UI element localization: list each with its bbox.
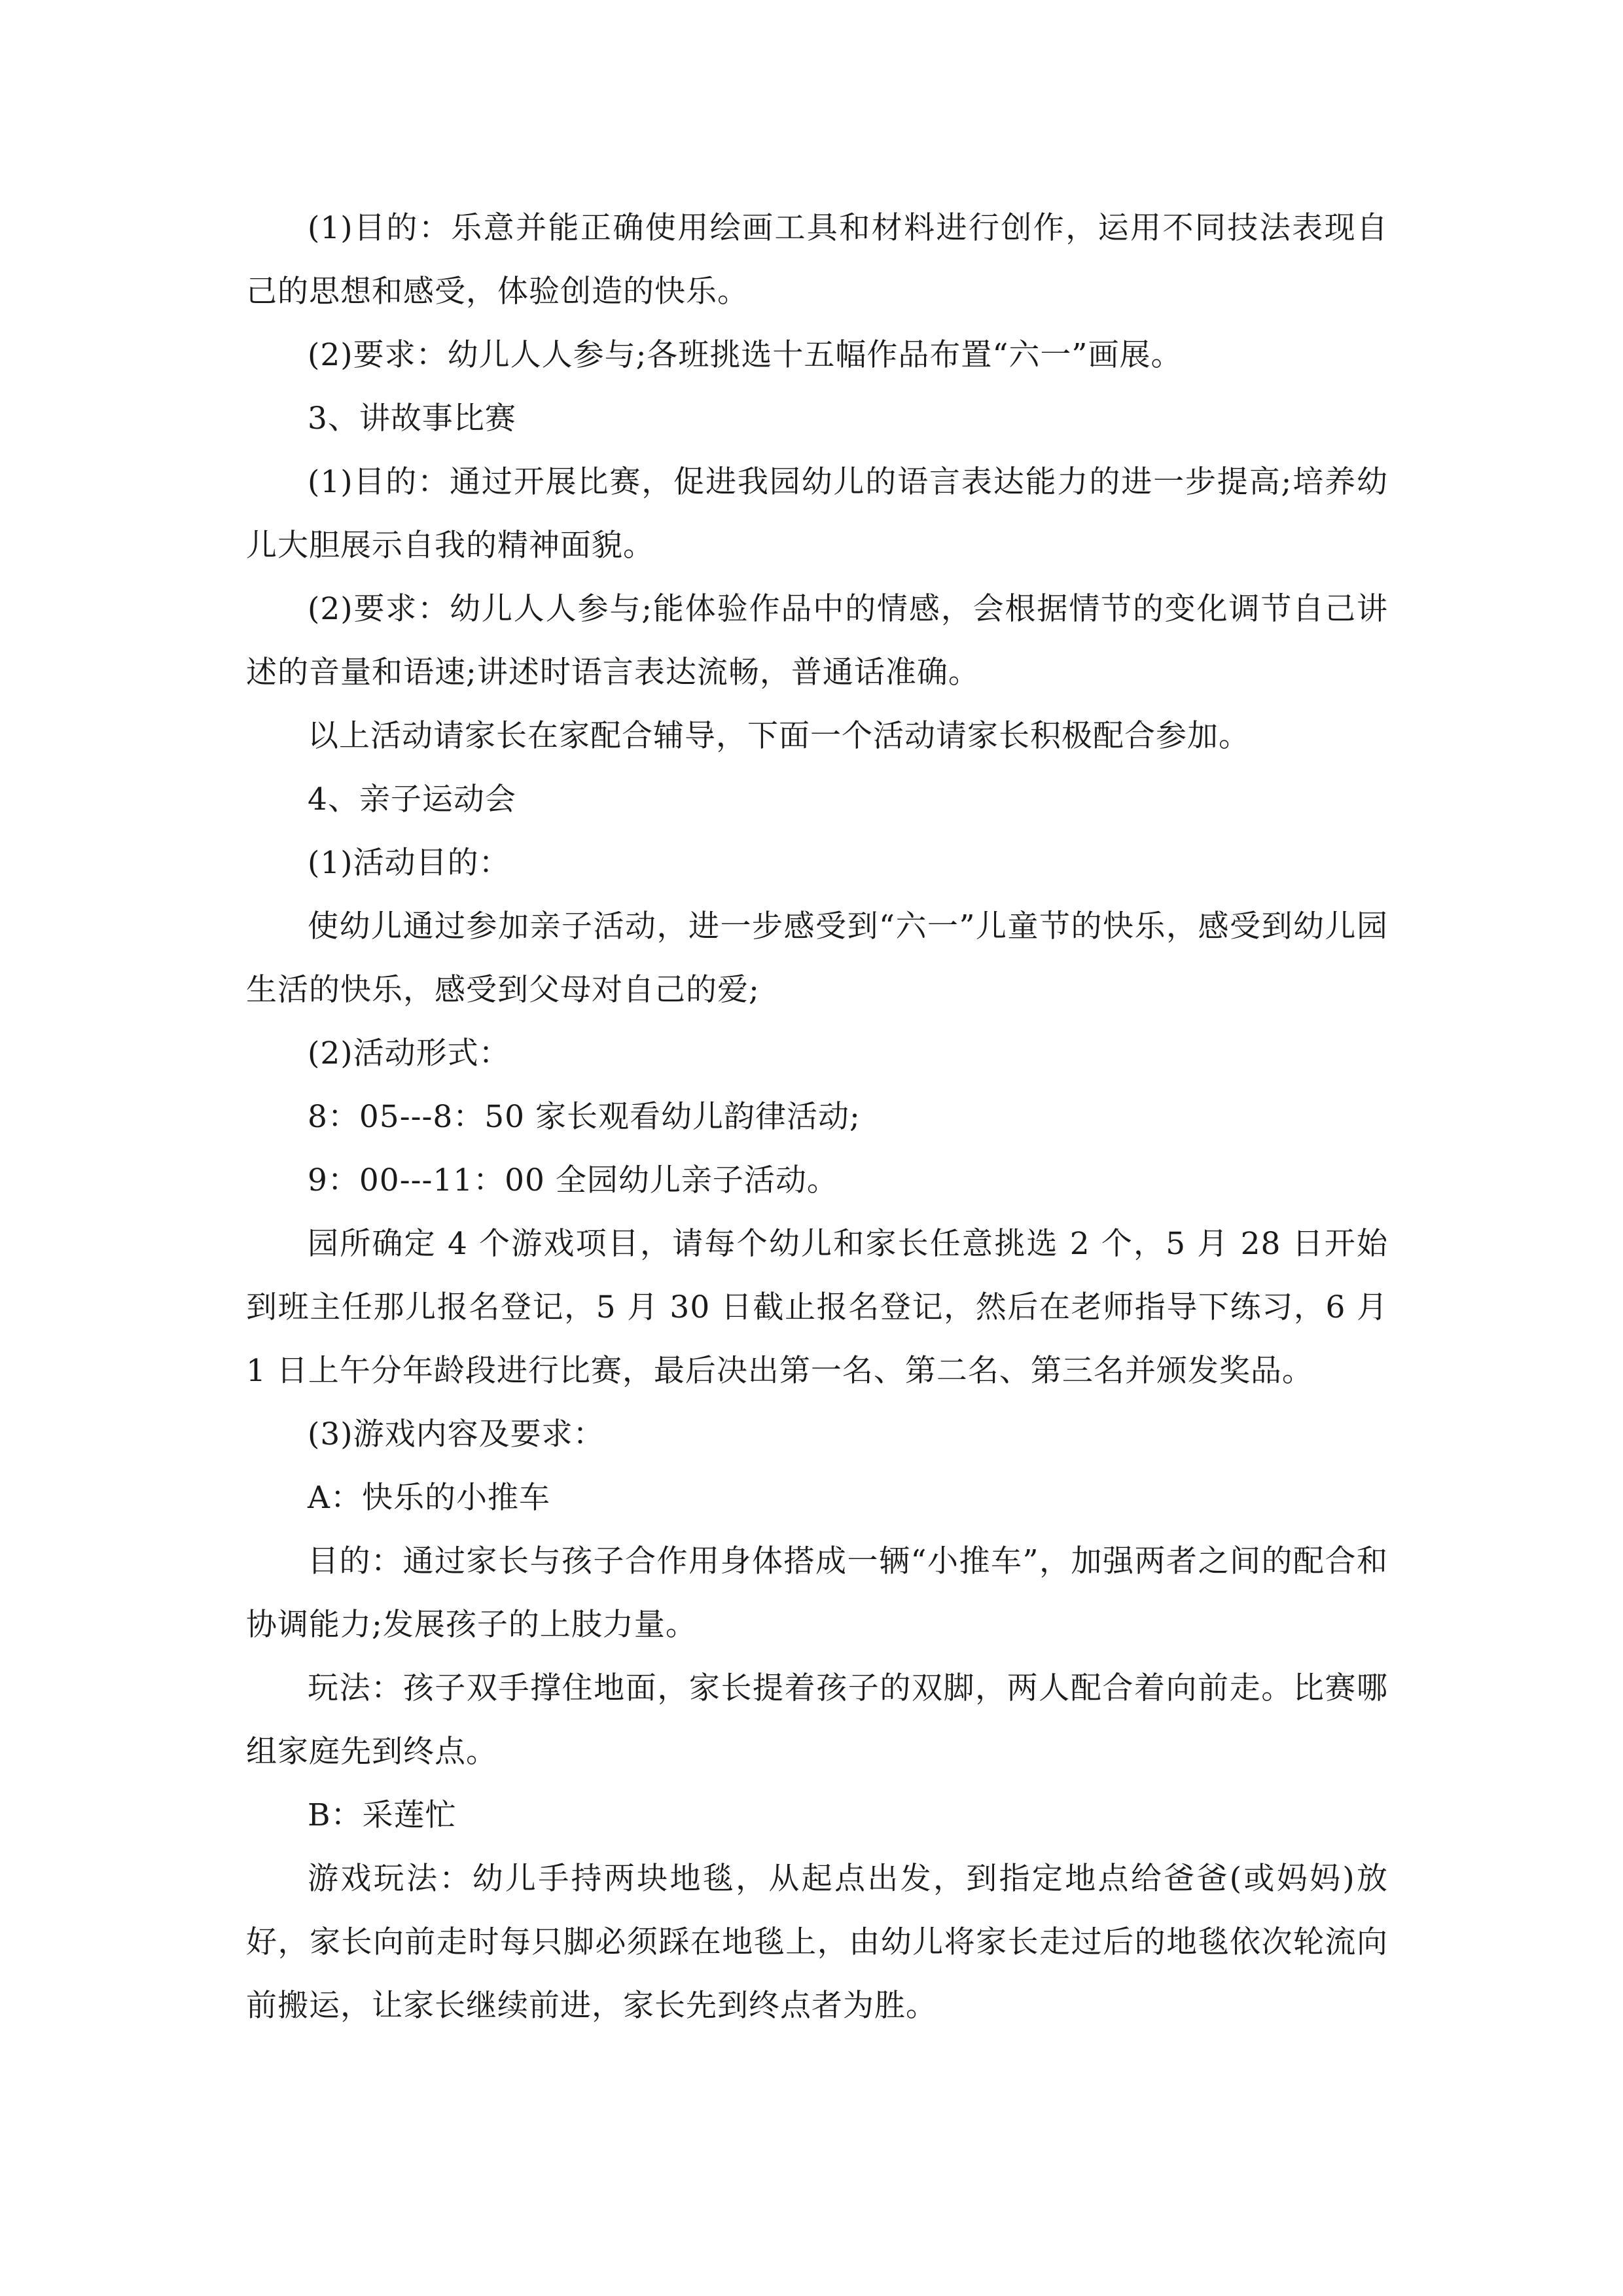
paragraph: (1)活动目的： <box>308 845 510 881</box>
paragraph: 以上活动请家长在家配合辅导，下面一个活动请家长积极配合参加。 <box>308 718 1250 754</box>
paragraph: 游戏玩法：幼儿手持两块地毯，从起点出发，到指定地点给爸爸(或妈妈)放好，家长向前走时每只脚必须踩在地毯上，由幼儿将家长走过后的地毯依次轮流向前搬运，让家长继续前进，家长先到终点者为胜。 <box>246 1861 1388 2024</box>
section-heading: 4、亲子运动会 <box>308 781 516 817</box>
paragraph: 目的：通过家长与孩子合作用身体搭成一辆“小推车”，加强两者之间的配合和协调能力;发展孩子的上肢力量。 <box>246 1543 1388 1643</box>
paragraph: (2)活动形式： <box>308 1035 510 1071</box>
schedule-item: 8：05---8：50 家长观看幼儿韵律活动; <box>308 1099 861 1135</box>
paragraph: (2)要求：幼儿人人参与;各班挑选十五幅作品布置“六一”画展。 <box>308 337 1183 373</box>
paragraph: (1)目的：乐意并能正确使用绘画工具和材料进行创作，运用不同技法表现自己的思想和感受，体验创造的快乐。 <box>246 210 1388 310</box>
game-title: B：采莲忙 <box>308 1797 457 1833</box>
paragraph: 玩法：孩子双手撑住地面，家长提着孩子的双脚，两人配合着向前走。比赛哪组家庭先到终点。 <box>246 1670 1388 1770</box>
paragraph: (1)目的：通过开展比赛，促进我园幼儿的语言表达能力的进一步提高;培养幼儿大胆展示自我的精神面貌。 <box>246 464 1388 564</box>
section-heading: 3、讲故事比赛 <box>308 401 516 437</box>
game-title: A：快乐的小推车 <box>308 1480 550 1516</box>
paragraph: 使幼儿通过参加亲子活动，进一步感受到“六一”儿童节的快乐，感受到幼儿园生活的快乐，感受到父母对自己的爱; <box>246 908 1388 1008</box>
paragraph: (2)要求：幼儿人人参与;能体验作品中的情感，会根据情节的变化调节自己讲述的音量和语速;讲述时语言表达流畅，普通话准确。 <box>246 591 1388 691</box>
schedule-item: 9：00---11：00 全园幼儿亲子活动。 <box>308 1162 838 1198</box>
document-body <box>246 196 1388 2037</box>
paragraph: 园所确定 4 个游戏项目，请每个幼儿和家长任意挑选 2 个，5 月 28 日开始到班主任那儿报名登记，5 月 30 日截止报名登记，然后在老师指导下练习，6 月 1 日上午分年龄段进行比赛，最后决出第一名、第二名、第三名并颁发奖品。 <box>246 1226 1388 1389</box>
paragraph: (3)游戏内容及要求： <box>308 1416 605 1452</box>
